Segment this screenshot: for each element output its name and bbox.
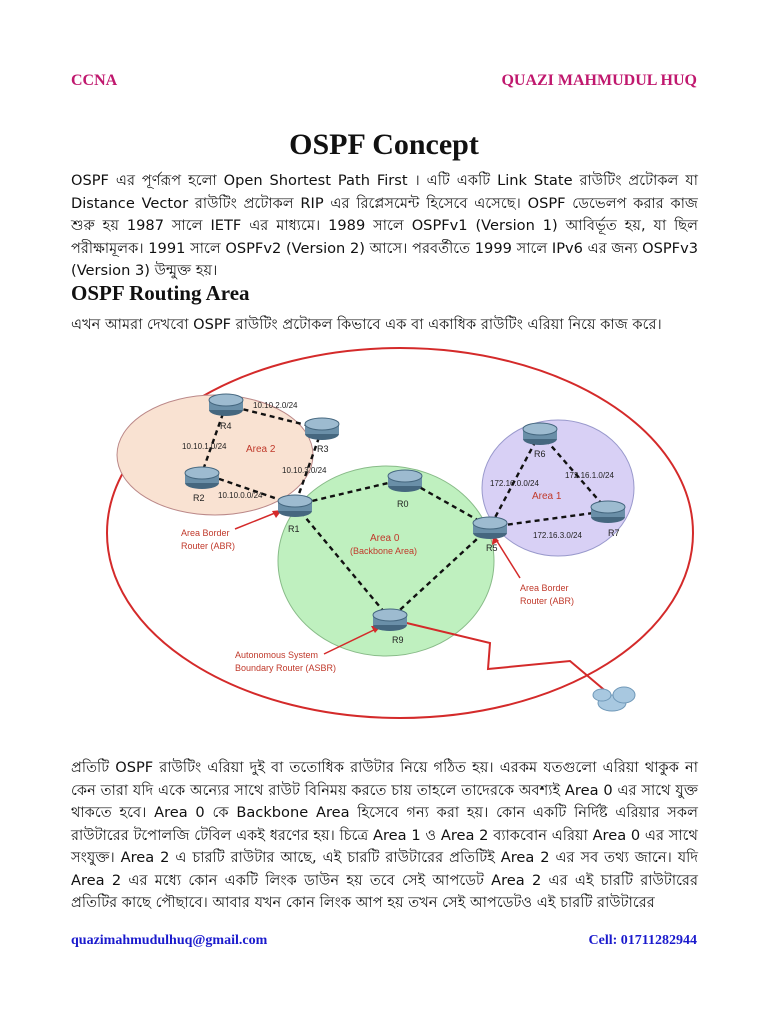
- link-r6-r5-label: 172.16.0.0/24: [490, 479, 539, 488]
- abr-right-label-2: Router (ABR): [520, 596, 575, 606]
- area0-sublabel: (Backbone Area): [350, 546, 418, 556]
- footer-email[interactable]: quazimahmudulhuq@gmail.com: [71, 933, 268, 948]
- page-title: OSPF Concept: [289, 128, 479, 161]
- area1-label: Area 1: [532, 491, 562, 502]
- area0-label: Area 0: [370, 533, 400, 544]
- abr-right-label-1: Area Border: [520, 583, 569, 593]
- asbr-label-2: Boundary Router (ASBR): [235, 663, 337, 673]
- router-r0-icon: [388, 470, 422, 492]
- router-r9-icon: [373, 609, 407, 631]
- router-r3-icon: [305, 418, 339, 440]
- header-right: QUAZI MAHMUDUL HUQ: [501, 72, 697, 89]
- link-r3-r1-label: 10.10.3.0/24: [282, 466, 327, 475]
- router-r4-icon: [209, 394, 243, 416]
- cloud-icon: [593, 687, 635, 711]
- router-r1-label: R1: [288, 524, 300, 534]
- section-intro: এখন আমরা দেখবো OSPF রাউটিং প্রটোকল কিভাবে এক বা একাধিক রাউটিং এরিয়া নিয়ে কাজ করে।: [71, 316, 662, 333]
- intro-paragraph: OSPF এর পূর্ণরূপ হলো Open Shortest Path First । এটি একটি Link State রাউটিং প্রটোকল যা Distance Vector রাউটিং প্রটোকল RIP এর রিপ্লেসমেন্ট হিসেবে এসেছে। OSPF ডেভেলপ করার কাজ শুরু হয় 1987 সালে IETF এর মাধ্যমে। 1989 সালে OSPFv1 (Version 1) আবির্ভূত হয়, যা ছিল পরীক্ষামূলক। 1991 সালে OSPFv2 (Version 2) আসে। পরবর্তীতে 1999 সালে IPv6 এর জন্য OSPFv3 (Version 3) উন্মুক্ত হয়।: [71, 172, 698, 279]
- link-r4-r2-label: 10.10.1.0/24: [182, 442, 227, 451]
- router-r2-icon: [185, 467, 219, 489]
- link-r6-r7-label: 172.16.1.0/24: [565, 471, 614, 480]
- asbr-label-1: Autonomous System: [235, 650, 319, 660]
- router-r4-label: R4: [220, 421, 232, 431]
- body-paragraph: প্রতিটি OSPF রাউটিং এরিয়া দুই বা ততোধিক রাউটার নিয়ে গঠিত হয়। এরকম যতগুলো এরিয়া থাকুক না কেন তারা যদি একে অন্যের সাথে রাউট বিনিময় করতে চায় তাহলে তাদেরকে অবশ্যই Area 0 এর সাথে যুক্ত থাকতে হবে। Area 0 কে Backbone Area হিসেবে গন্য করা হয়। কোন একটি নির্দিষ্ট এরিয়ার সকল রাউটারের টপোলজি টেবিল একই ধরণের হয়। চিত্রে Area 1 ও Area 2 ব্যাকবোন এরিয়া Area 0 এর সাথে সংযুক্ত। Area 2 এ চারটি রাউটার আছে, এই চারটি রাউটারের প্রতিটিই Area 2 এর সব তথ্য জানে। যদি Area 2 এর মধ্যে কোন একটি লিংক ডাউন হয় তবে সেই আপডেট Area 2 এর এই চারটি রাউটারের প্রতিটির কাছে পৌছাবে। আবার যখন কোন লিংক আপ হয় তখন সেই আপডেটও এই চারটি রাউটারের: [71, 759, 698, 911]
- router-r6-label: R6: [534, 449, 546, 459]
- router-r0-label: R0: [397, 499, 409, 509]
- router-r1-icon: [278, 495, 312, 517]
- router-r6-icon: [523, 423, 557, 445]
- abr-left-label-1: Area Border: [181, 528, 230, 538]
- section-heading: OSPF Routing Area: [71, 281, 250, 305]
- router-r7-label: R7: [608, 528, 620, 538]
- router-r5-label: R5: [486, 543, 498, 553]
- area2-label: Area 2: [246, 444, 276, 455]
- router-r3-label: R3: [317, 444, 329, 454]
- router-r7-icon: [591, 501, 625, 523]
- ospf-area-diagram: [100, 343, 700, 725]
- link-r2-r1-label: 10.10.0.0/24: [218, 491, 263, 500]
- header-left: CCNA: [71, 72, 118, 89]
- link-r5-r7-label: 172.16.3.0/24: [533, 531, 582, 540]
- abr-left-label-2: Router (ABR): [181, 541, 236, 551]
- footer-cell: Cell: 01711282944: [588, 933, 697, 948]
- router-r2-label: R2: [193, 493, 205, 503]
- link-r4-r3-label: 10.10.2.0/24: [253, 401, 298, 410]
- router-r5-icon: [473, 517, 507, 539]
- router-r9-label: R9: [392, 635, 404, 645]
